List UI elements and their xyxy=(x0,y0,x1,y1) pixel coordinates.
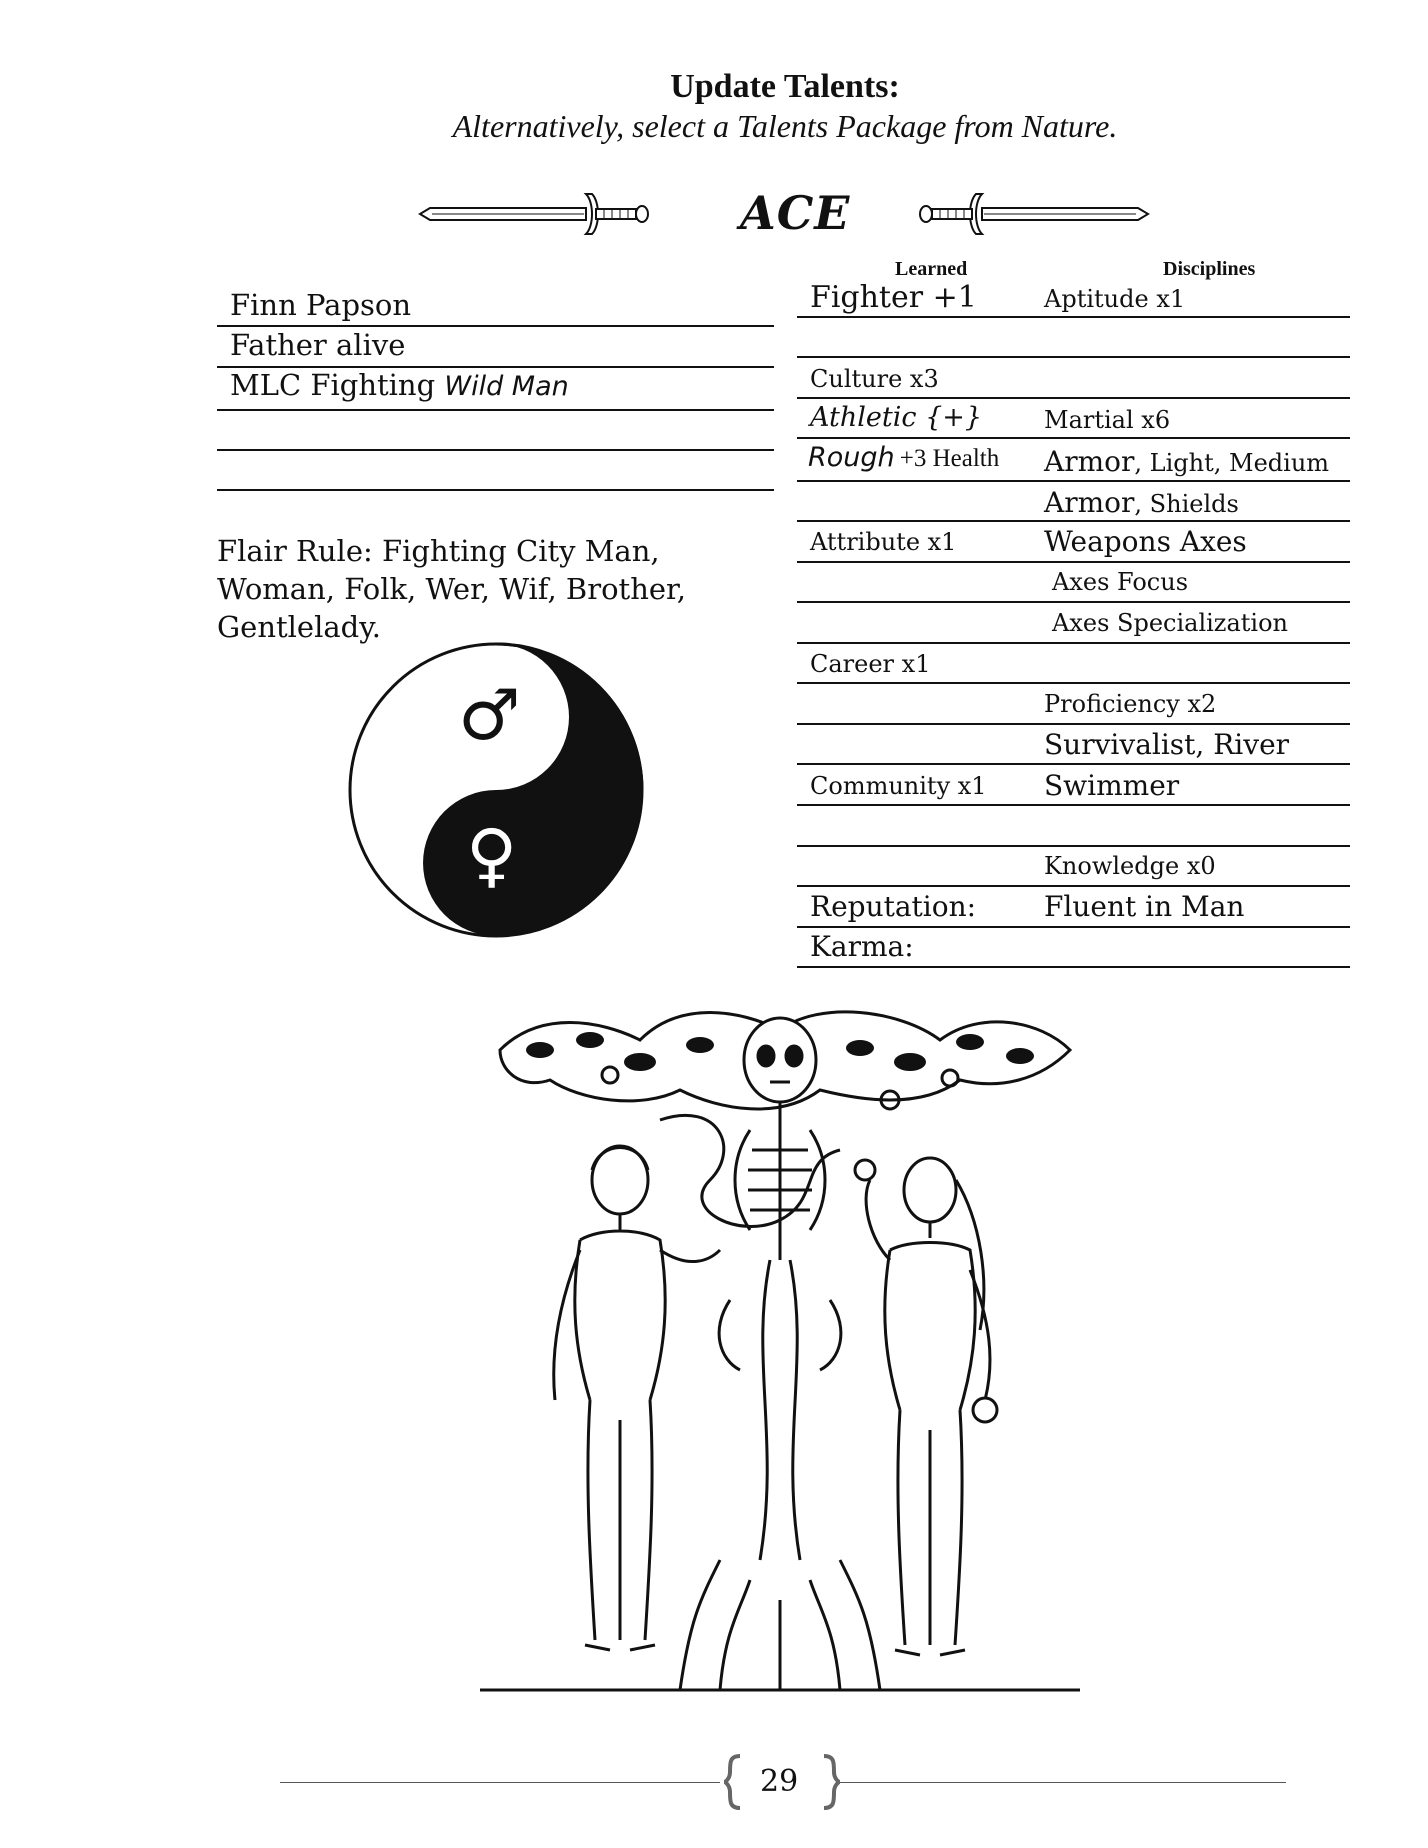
discipline-rest: , Light, Medium xyxy=(1134,449,1330,477)
learned-cell: Culture x3 xyxy=(810,365,939,393)
discipline-cell: Martial x6 xyxy=(1044,406,1171,434)
discipline-rest: , Shields xyxy=(1134,490,1239,518)
learned-cell: Reputation: xyxy=(810,890,977,923)
divider xyxy=(797,723,1350,725)
divider xyxy=(797,642,1350,644)
page-number: 29 xyxy=(760,1764,799,1799)
origin xyxy=(230,368,569,402)
learned-cell xyxy=(808,442,999,473)
page-title: Update Talents: xyxy=(670,68,900,105)
footer-rule-right xyxy=(840,1782,1286,1783)
discipline-cell xyxy=(1044,486,1239,519)
discipline-cell: Aptitude x1 xyxy=(1044,285,1186,313)
divider xyxy=(217,449,774,451)
divider xyxy=(797,520,1350,522)
discipline-cell: Axes Focus xyxy=(1052,568,1189,596)
discipline-cell: Knowledge x0 xyxy=(1044,852,1216,880)
discipline-cell: Proficiency x2 xyxy=(1044,690,1217,718)
learned-cell: Fighter +1 xyxy=(810,280,977,315)
banner-title: ACE xyxy=(740,186,851,240)
discipline-cell xyxy=(1044,445,1329,478)
right-bracket-icon xyxy=(818,1752,842,1812)
divider xyxy=(797,480,1350,482)
footer-rule-left xyxy=(280,1782,720,1783)
learned-cell: Community x1 xyxy=(810,772,987,800)
divider xyxy=(797,926,1350,928)
divider xyxy=(797,682,1350,684)
learned-hand: Rough xyxy=(808,442,895,473)
character-name: Finn Papson xyxy=(230,288,412,322)
discipline-main: Armor xyxy=(1044,445,1135,478)
divider xyxy=(797,763,1350,765)
learned-cell: Attribute x1 xyxy=(810,528,957,556)
divider xyxy=(217,489,774,491)
divider xyxy=(797,397,1350,399)
divider xyxy=(217,325,774,327)
origin-suffix: Wild Man xyxy=(444,371,569,402)
male-symbol-icon: ♂ xyxy=(458,674,521,756)
left-bracket-icon xyxy=(722,1752,746,1812)
discipline-main: Armor xyxy=(1044,486,1135,519)
female-symbol-icon: ♀ xyxy=(466,814,518,896)
page-subtitle: Alternatively, select a Talents Package from Nature. xyxy=(452,108,1118,144)
divider xyxy=(797,845,1350,847)
divider xyxy=(797,561,1350,563)
origin-prefix: MLC Fighting xyxy=(230,368,436,402)
discipline-cell: Survivalist, River xyxy=(1044,728,1290,761)
discipline-cell: Axes Specialization xyxy=(1052,609,1288,637)
adam-eve-tree-skeleton-engraving xyxy=(480,1000,1080,1700)
divider xyxy=(797,804,1350,806)
divider xyxy=(797,437,1350,439)
divider xyxy=(217,409,774,411)
learned-header: Learned xyxy=(895,258,968,280)
parent-status: Father alive xyxy=(230,328,406,362)
discipline-cell: Weapons Axes xyxy=(1044,525,1247,558)
divider xyxy=(797,316,1350,318)
discipline-cell: Swimmer xyxy=(1044,769,1180,802)
learned-cell: Career x1 xyxy=(810,650,931,678)
divider xyxy=(797,356,1350,358)
learned-cell: Karma: xyxy=(810,930,914,963)
sword-icon xyxy=(918,186,1150,242)
discipline-cell: Fluent in Man xyxy=(1044,890,1245,923)
disciplines-header: Disciplines xyxy=(1163,258,1256,280)
divider xyxy=(797,966,1350,968)
learned-cell: Athletic {+} xyxy=(810,402,983,433)
flair-rule: Flair Rule: Fighting City Man, Woman, Folk, Wer, Wif, Brother, Gentlelady. xyxy=(217,534,686,644)
divider xyxy=(797,885,1350,887)
sword-icon xyxy=(418,186,650,242)
learned-rest: +3 Health xyxy=(899,445,1000,472)
divider xyxy=(797,601,1350,603)
